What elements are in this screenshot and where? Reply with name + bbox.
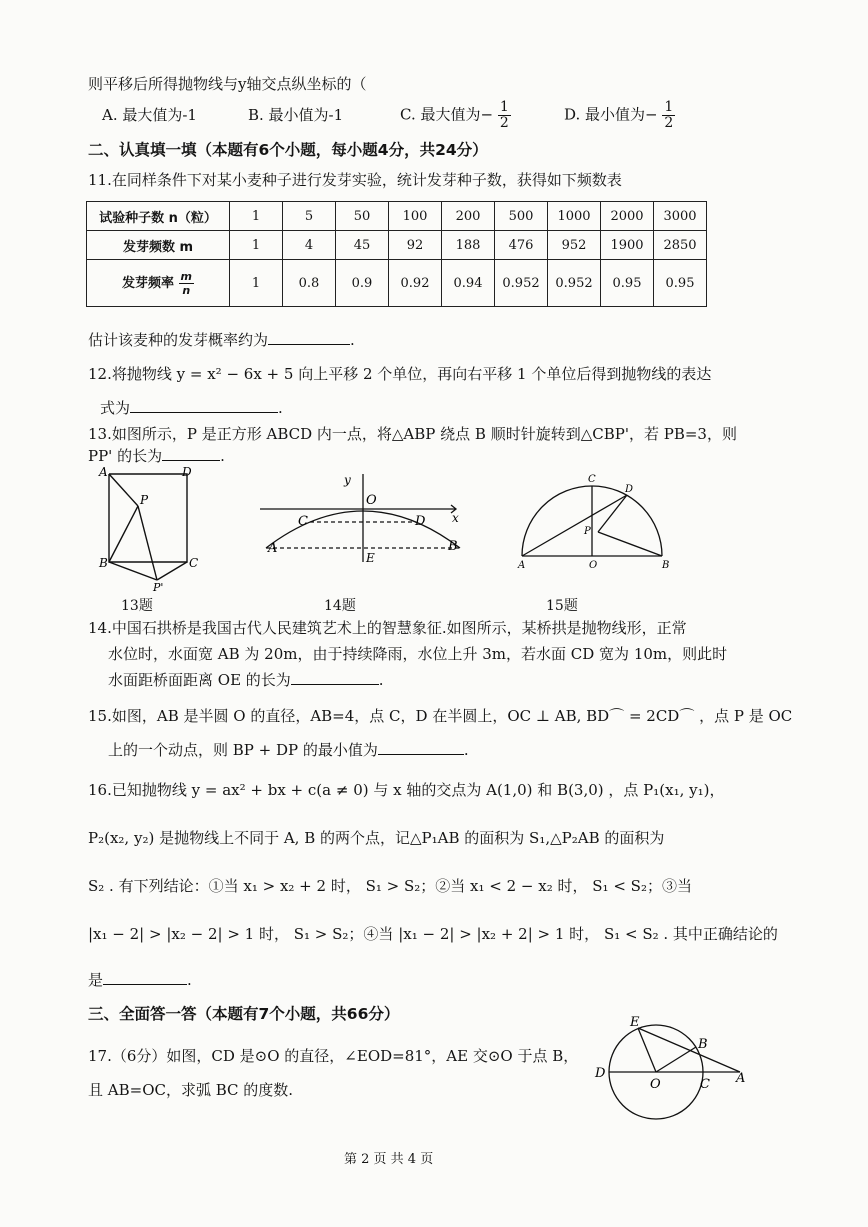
label-a: A <box>518 560 526 571</box>
label-o: O <box>366 493 377 508</box>
table-row <box>87 231 707 260</box>
table-cell: 92 <box>389 231 442 260</box>
q16-line3: S₂ . 有下列结论：①当 x₁ > x₂ + 2 时， S₁ > S₂；②当 x₁ < 2 − x₂ 时， S₁ < S₂；③当 <box>88 877 692 895</box>
figure-15-caption: 15题 <box>546 598 578 614</box>
q14-line2: 水位时，水面宽 AB 为 20m，由于持续降雨，水位上升 3m，若水面 CD 宽为 10m，则此时 <box>108 645 728 663</box>
page-footer: 第 2 页 共 4 页 <box>344 1152 434 1167</box>
label-d: D <box>625 484 634 495</box>
row-header-rate-label: 发芽频率 <box>121 275 174 291</box>
q10-option-c-fraction <box>498 100 511 131</box>
table-cell: 50 <box>336 202 389 231</box>
figure-15 <box>514 472 674 572</box>
q13-line2-text: PP' 的长为 <box>88 447 163 465</box>
table-cell: 0.952 <box>548 260 601 307</box>
section2-title: 二、认真填一填（本题有6个小题，每小题4分，共24分） <box>88 141 488 159</box>
q10-option-d-fraction <box>662 100 675 131</box>
label-y: y <box>344 473 351 487</box>
label-b: B <box>662 560 670 571</box>
figure-14-lines <box>260 474 460 562</box>
table-cell: 1 <box>230 202 283 231</box>
fraction-numerator: 1 <box>499 99 509 115</box>
q11-stem: 11.在同样条件下对某小麦种子进行发芽实验，统计发芽种子数，获得如下频数表 <box>88 171 622 189</box>
figure-14 <box>258 470 468 586</box>
table-cell: 952 <box>548 231 601 260</box>
label-o: O <box>650 1077 661 1092</box>
table-cell: 500 <box>495 202 548 231</box>
fraction-numerator: m <box>180 269 192 283</box>
answer-blank[interactable] <box>378 740 464 755</box>
q14-end: . <box>378 671 384 689</box>
q15-line2 <box>108 740 469 760</box>
table-cell: 2000 <box>601 202 654 231</box>
label-d: D <box>415 514 426 529</box>
table-cell: 0.92 <box>389 260 442 307</box>
table-cell: 100 <box>389 202 442 231</box>
q14-line3-text: 水面距桥面距离 OE 的长为 <box>108 671 291 689</box>
label-e: E <box>366 551 375 565</box>
q16-line5 <box>88 970 192 990</box>
figure-15-lines <box>522 486 662 556</box>
q10-option-d <box>564 100 675 131</box>
label-d: D <box>595 1066 606 1081</box>
rate-fraction <box>179 270 194 297</box>
q13-end: . <box>220 447 225 465</box>
answer-blank[interactable] <box>103 970 187 985</box>
table-cell: 0.952 <box>495 260 548 307</box>
figure-14-caption: 14题 <box>324 598 356 614</box>
table-cell: 476 <box>495 231 548 260</box>
q16-line1: 16.已知抛物线 y = ax² + bx + c(a ≠ 0) 与 x 轴的交点为 A(1,0) 和 B(3,0) ，点 P₁(x₁, y₁)， <box>88 781 725 799</box>
table-cell: 4 <box>283 231 336 260</box>
row-header-germination-count: 发芽频数 m <box>87 231 230 260</box>
q12-line1: 12.将抛物线 y = x² − 6x + 5 向上平移 2 个单位，再向右平移 1 个单位后得到抛物线的表达 <box>88 365 712 383</box>
q15-line1: 15.如图，AB 是半圆 O 的直径，AB=4，点 C，D 在半圆上，OC ⊥ AB, BD⌒ = 2CD⌒ ，点 P 是 OC <box>88 707 793 725</box>
table-cell: 0.94 <box>442 260 495 307</box>
q15-line2-text: 上的一个动点，则 BP + DP 的最小值为 <box>108 741 378 759</box>
q13-line2 <box>88 446 225 466</box>
q12-line2 <box>100 398 283 418</box>
q16-end: . <box>187 971 192 989</box>
q14-line3 <box>108 670 384 690</box>
table-row <box>87 202 707 231</box>
figure-13 <box>95 464 205 592</box>
q12-line2-text: 式为 <box>100 399 131 417</box>
fraction-numerator: 1 <box>664 99 674 115</box>
q10-option-c <box>400 100 511 131</box>
fraction-denominator: 2 <box>499 115 509 131</box>
q11-answer-text: 估计该麦种的发芽概率约为 <box>88 331 269 349</box>
q11-answer-line <box>88 330 355 350</box>
q10-option-a: A. 最大值为-1 <box>102 106 197 124</box>
label-x: x <box>452 511 459 525</box>
table-cell: 200 <box>442 202 495 231</box>
table-cell: 0.8 <box>283 260 336 307</box>
table-cell: 188 <box>442 231 495 260</box>
label-a: A <box>268 541 278 556</box>
label-d: D <box>182 465 192 479</box>
section3-title: 三、全面答一答（本题有7个小题，共66分） <box>88 1005 400 1023</box>
q13-line1: 13.如图所示，P 是正方形 ABCD 内一点，将△ABP 绕点 B 顺时针旋转到△CBP'，若 PB=3，则 <box>88 425 737 443</box>
frequency-table <box>86 201 707 307</box>
label-p: P <box>584 526 591 537</box>
row-header-seed-count: 试验种子数 n（粒） <box>87 202 230 231</box>
table-cell: 5 <box>283 202 336 231</box>
answer-blank[interactable] <box>130 398 278 413</box>
table-cell: 0.95 <box>601 260 654 307</box>
label-c: C <box>588 474 596 485</box>
q10-option-c-text: C. 最大值为− <box>400 105 494 124</box>
table-cell: 3000 <box>654 202 707 231</box>
figure-13-lines <box>109 474 187 580</box>
q17-line2: 且 AB=OC，求弧 BC 的度数. <box>88 1081 294 1099</box>
label-b: B <box>448 539 458 554</box>
fraction-denominator: n <box>182 283 191 297</box>
fraction-denominator: 2 <box>664 115 674 131</box>
answer-blank[interactable] <box>162 446 220 461</box>
table-cell: 0.9 <box>336 260 389 307</box>
q15-end: . <box>463 741 469 759</box>
table-cell: 1000 <box>548 202 601 231</box>
label-a: A <box>736 1071 746 1086</box>
q16-line2: P₂(x₂, y₂) 是抛物线上不同于 A, B 的两个点，记△P₁AB 的面积为 S₁,△P₂AB 的面积为 <box>88 829 665 847</box>
q10-option-d-text: D. 最小值为− <box>564 105 658 124</box>
label-e: E <box>630 1015 640 1030</box>
q16-line5-text: 是 <box>88 971 104 989</box>
table-row <box>87 260 707 307</box>
label-p: P <box>140 493 149 507</box>
label-p-prime: P' <box>153 581 164 592</box>
table-cell: 45 <box>336 231 389 260</box>
table-cell: 2850 <box>654 231 707 260</box>
label-c: C <box>700 1077 710 1092</box>
row-header-germination-rate <box>87 260 230 307</box>
label-b: B <box>698 1037 708 1052</box>
table-cell: 1900 <box>601 231 654 260</box>
label-a: A <box>99 465 108 479</box>
q11-end: . <box>350 331 355 349</box>
label-c: C <box>189 556 199 570</box>
figure-17 <box>590 1012 760 1122</box>
figure-17-lines <box>609 1025 740 1119</box>
table-cell: 0.95 <box>654 260 707 307</box>
figure-13-caption: 13题 <box>121 598 153 614</box>
q10-stem: 则平移后所得抛物线与y轴交点纵坐标的（ <box>88 75 367 93</box>
q16-line4: |x₁ − 2| > |x₂ − 2| > 1 时， S₁ > S₂；④当 |x₁ − 2| > |x₂ + 2| > 1 时， S₁ < S₂ . 其中正确结论的 <box>88 925 778 943</box>
q17-line1: 17.（6分）如图，CD 是⊙O 的直径，∠EOD=81°，AE 交⊙O 于点 B， <box>88 1047 579 1065</box>
answer-blank[interactable] <box>291 670 379 685</box>
q10-option-b: B. 最小值为-1 <box>248 106 344 124</box>
q14-line1: 14.中国石拱桥是我国古代人民建筑艺术上的智慧象征.如图所示，某桥拱是抛物线形，正常 <box>88 619 687 637</box>
label-o: O <box>589 560 598 571</box>
table-cell: 1 <box>230 231 283 260</box>
table-cell: 1 <box>230 260 283 307</box>
q12-end: . <box>278 399 283 417</box>
label-b: B <box>99 556 108 570</box>
label-c: C <box>298 514 308 529</box>
answer-blank[interactable] <box>268 330 350 345</box>
